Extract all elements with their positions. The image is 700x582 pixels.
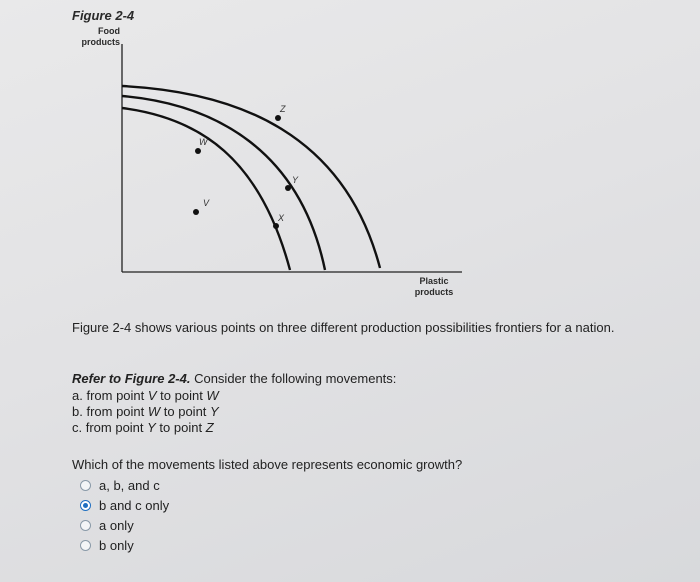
ppf-curve-outer [122,86,380,268]
point-label-z: Z [280,104,286,114]
point-label-y: Y [292,175,299,185]
point-x [273,223,279,229]
point-y [285,185,291,191]
option-b[interactable] [80,495,169,515]
question-ask: Which of the movements listed above represents economic growth? [72,457,463,472]
x-axis-label: Plastic products [414,276,454,297]
radio-button-selected[interactable] [80,500,91,511]
ppf-curve-inner [122,108,290,270]
point-label-x: X [278,213,285,223]
point-z [275,115,281,121]
option-label: a, b, and c [99,477,160,493]
point-label-v: V [203,198,210,208]
point-label-w: W [199,137,208,147]
figure-caption: Figure 2-4 shows various points on three different production possibilities frontiers for a nation. [72,320,615,335]
question-prompt [72,371,396,387]
option-label: b and c only [99,497,170,513]
point-w [195,148,201,154]
radio-button[interactable] [80,540,91,551]
question-text: Consider the following movements: [190,371,397,386]
y-axis-label: Food products [81,26,120,47]
option-label: b only [99,537,134,553]
movements-list [72,388,219,436]
option-c[interactable] [80,515,169,535]
figure-title: Figure 2-4 [72,8,135,23]
movement-b: b. from point W to point Y [72,404,219,419]
radio-button[interactable] [80,480,91,491]
option-label: a only [99,517,134,533]
movement-a: a. from point V to point W [72,388,219,403]
movement-c: c. from point Y to point Z [72,420,214,435]
option-d[interactable] [80,535,169,555]
question-reference: Refer to Figure 2-4. [72,371,191,386]
point-v [193,209,199,215]
answer-options [80,475,169,555]
radio-button[interactable] [80,520,91,531]
option-a[interactable] [80,475,169,495]
